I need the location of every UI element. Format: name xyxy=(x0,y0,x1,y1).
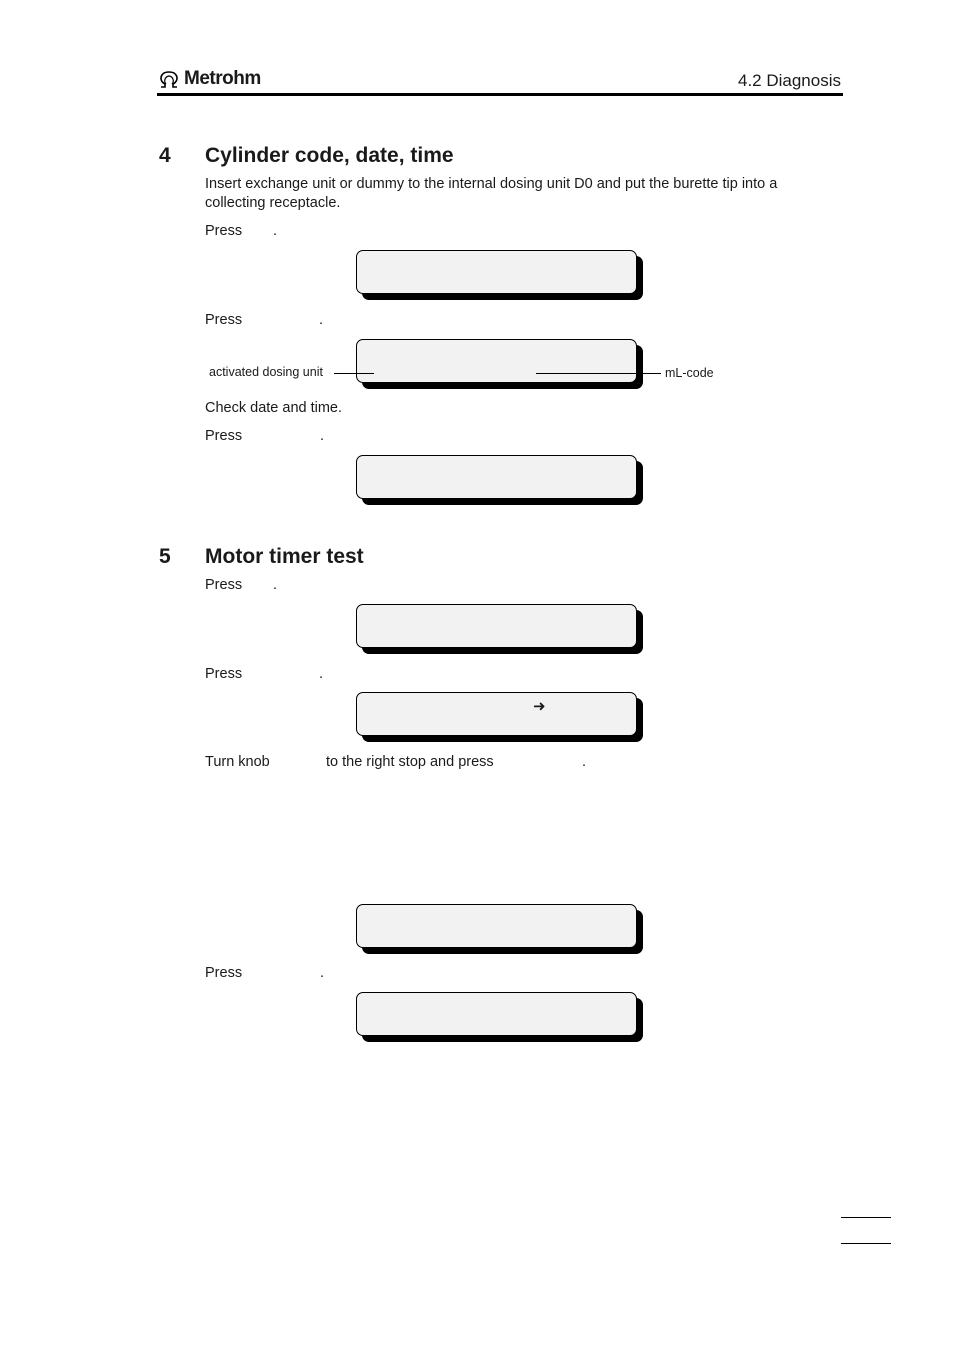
turn-knob-instruction-cont: to the right stop and press xyxy=(326,754,494,770)
check-instruction: Check date and time. xyxy=(205,400,343,416)
punctuation: . xyxy=(320,428,325,444)
press-instruction: Press xyxy=(205,965,243,981)
lcd-display xyxy=(356,604,637,648)
right-arrow-icon: ➜ xyxy=(533,698,546,715)
punctuation: . xyxy=(319,666,324,682)
punctuation: . xyxy=(319,312,324,328)
turn-knob-instruction: Turn knob xyxy=(205,754,270,770)
leader-line xyxy=(334,373,374,374)
label-ml-code: mL-code xyxy=(665,366,714,380)
press-instruction: Press xyxy=(205,577,243,593)
footer-rule xyxy=(841,1217,891,1218)
logo-text: Metrohm xyxy=(184,68,261,89)
lcd-display xyxy=(356,250,637,294)
label-activated-dosing-unit: activated dosing unit xyxy=(209,365,323,379)
section-5-title: Motor timer test xyxy=(205,545,364,568)
lcd-display xyxy=(356,904,637,948)
punctuation: . xyxy=(320,965,325,981)
leader-line xyxy=(536,373,661,374)
punctuation: . xyxy=(273,577,278,593)
lcd-display xyxy=(356,339,637,383)
footer-rule xyxy=(841,1243,891,1244)
metrohm-logo xyxy=(158,66,261,92)
press-instruction: Press xyxy=(205,223,243,239)
section-4-intro: Insert exchange unit or dummy to the internal dosing unit D0 and put the burette tip into a collecting receptacle. xyxy=(205,176,778,211)
lcd-display xyxy=(356,692,637,736)
lcd-display xyxy=(356,992,637,1036)
header-section-title: 4.2 Diagnosis xyxy=(737,71,841,90)
press-instruction: Press xyxy=(205,428,243,444)
lcd-display xyxy=(356,455,637,499)
omega-logo-icon xyxy=(158,69,180,89)
header-rule xyxy=(157,93,843,96)
section-4-number: 4 xyxy=(159,144,171,167)
punctuation: . xyxy=(582,754,587,770)
punctuation: . xyxy=(273,223,278,239)
press-instruction: Press xyxy=(205,666,243,682)
section-5-number: 5 xyxy=(159,545,171,568)
section-4-title: Cylinder code, date, time xyxy=(205,144,454,167)
press-instruction: Press xyxy=(205,312,243,328)
